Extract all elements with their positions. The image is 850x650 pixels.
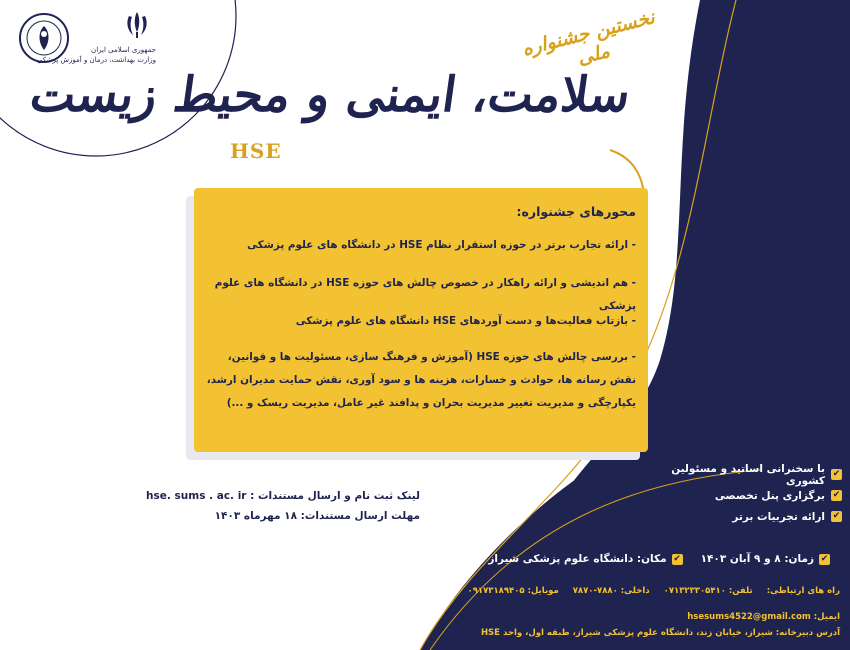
- feature-item: [642, 464, 842, 485]
- festival-axes-card: [194, 188, 648, 452]
- event-time: [701, 553, 830, 565]
- ministry-line-1: جمهوری اسلامی ایران: [91, 46, 156, 54]
- checkmark-icon: ✔: [820, 553, 829, 564]
- registration-block: [146, 486, 420, 526]
- checkmark-icon: ✔: [832, 469, 841, 479]
- event-place: [488, 553, 682, 565]
- hse-badge: HSE: [230, 139, 282, 163]
- checkmark-icon: ✔: [832, 490, 841, 500]
- page-title: سلامت، ایمنی و محیط زیست: [26, 67, 634, 123]
- feature-label: برگزاری پنل تخصصی: [714, 489, 825, 502]
- feature-label: ارائه تجربیات برتر: [732, 510, 825, 523]
- contact-ext: داخلی: ۷۸۸۰-۷۸۷۰: [572, 586, 650, 596]
- axes-heading: محورهای جشنواره:: [516, 204, 636, 219]
- contact-phone: تلفن: ۰۷۱۳۲۳۳۰۵۴۱۰: [663, 586, 753, 596]
- contact-label: راه های ارتباطی:: [766, 586, 840, 596]
- features-list: [642, 464, 842, 527]
- registration-link[interactable]: hse. sums . ac. ir: [146, 490, 247, 502]
- event-time-place: [488, 553, 830, 565]
- contact-mobile: موبایل: ۰۹۱۷۳۱۸۹۴۰۵: [467, 586, 559, 596]
- contact-email[interactable]: ایمیل: hsesums4522@gmail.com: [687, 612, 840, 622]
- title-first-national-festival: نخستین جشنواره ملی: [519, 6, 657, 70]
- event-time-text: زمان: ۸ و ۹ آبان ۱۴۰۳: [700, 553, 814, 565]
- contact-address: آدرس دبیرخانه: شیراز، خیابان زند، دانشگاه علوم پزشکی شیراز، طبقه اول، واحد HSE: [480, 628, 840, 638]
- checkmark-icon: ✔: [832, 511, 841, 521]
- feature-item: [642, 485, 842, 506]
- checkmark-icon: ✔: [673, 553, 681, 564]
- axis-item: - بررسی چالش های حوزه HSE (آموزش و فرهنگ سازی، مسئولیت ها و قوانین، نقش رسانه ها، حوادث و خسارات، هزینه ها و سود آوری، نقش حمایت مدیران ارشد، یکپارچگی و مدیریت تغییر مدیریت بحران و پدافند غیر عامل، مدیریت ریسک و ...): [206, 351, 636, 409]
- axis-item: - هم اندیشی و ارائه راهکار در خصوص چالش های حوزه HSE در دانشگاه های علوم پزشکی: [214, 277, 636, 312]
- registration-label: لینک ثبت نام و ارسال مستندات :: [250, 490, 420, 502]
- registration-line: [146, 486, 420, 506]
- feature-label: با سخنرانی اساتید و مسئولین کشوری: [671, 462, 825, 487]
- feature-item: [642, 506, 842, 527]
- event-place-text: مکان: دانشگاه علوم پزشکی شیراز: [488, 553, 667, 565]
- axis-item: - بازتاب فعالیت‌ها و دست آوردهای HSE دانشگاه های علوم پزشکی: [295, 315, 636, 327]
- axis-item: - ارائه تجارب برتر در حوزه استقرار نظام HSE در دانشگاه های علوم پزشکی: [247, 239, 636, 251]
- ministry-line-2: وزارت بهداشت، درمان و آموزش پزشکی: [36, 56, 156, 64]
- deadline: مهلت ارسال مستندات: ۱۸ مهرماه ۱۴۰۳: [214, 510, 420, 522]
- contact-line: [468, 586, 840, 596]
- iran-emblem-icon: [120, 8, 154, 42]
